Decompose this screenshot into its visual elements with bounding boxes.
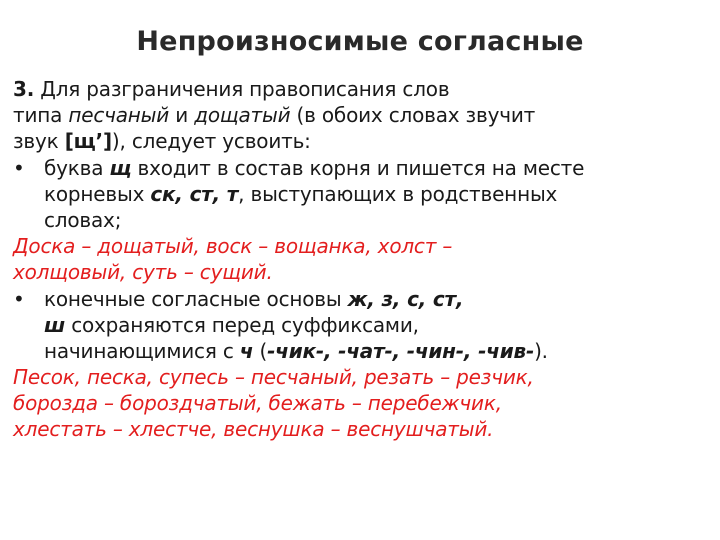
intro-text: Для разграничения правописания слов xyxy=(34,77,450,101)
bullet-icon: • xyxy=(13,286,25,311)
example-word: дощатый xyxy=(194,103,291,128)
rule-text: ). xyxy=(534,338,548,363)
intro-text: звук xyxy=(13,129,65,154)
rule-text: словах; xyxy=(44,207,122,232)
rule1-line-2 xyxy=(13,181,713,207)
rule-text: начинающимися с xyxy=(44,338,240,363)
intro-text: (в обоих словах звучит xyxy=(290,103,536,128)
rule-letter: щ xyxy=(109,155,132,180)
rule-letters: ск, ст, т xyxy=(150,181,239,206)
rule2-line-2 xyxy=(13,312,713,338)
slide-body xyxy=(13,76,713,443)
rule-letters: ж, з, с, ст, xyxy=(347,286,464,311)
rule-text: корневых xyxy=(44,181,151,206)
rule-text: сохраняются перед суффиксами, xyxy=(65,312,419,337)
intro-line-2 xyxy=(13,102,713,128)
rule-text: конечные согласные основы xyxy=(44,286,348,311)
examples2-line-1: Песок, песка, супесь – песчаный, резать – резчик, xyxy=(13,365,534,390)
rule1-line-1 xyxy=(13,155,713,181)
intro-text: ), следует усвоить: xyxy=(111,129,311,154)
examples2-line-2: борозда – бороздчатый, бежать – перебежчик, xyxy=(13,391,502,416)
intro-text: типа xyxy=(13,103,69,128)
rule2-line-3 xyxy=(13,338,713,364)
suffix-list: -чик-, -чат-, -чин-, -чив- xyxy=(267,338,535,363)
rule-letter: ч xyxy=(239,338,254,363)
rule-text: ( xyxy=(253,338,268,363)
bullet-icon: • xyxy=(13,155,25,180)
intro-text: и xyxy=(169,103,195,128)
example-word: песчаный xyxy=(68,103,170,128)
rule-text: , выступающих в родственных xyxy=(238,181,558,206)
examples1-line-1: Доска – дощатый, воск – вощанка, холст – xyxy=(13,234,453,259)
rule-text: буква xyxy=(44,155,110,180)
rule1-line-3 xyxy=(13,207,713,233)
examples2-line-3: хлестать – хлестче, веснушка – веснушчатый. xyxy=(13,417,494,442)
rule-letter: ш xyxy=(44,312,66,337)
intro-line-3 xyxy=(13,128,713,154)
rule-text: входит в состав корня и пишется на месте xyxy=(131,155,585,180)
sound-transcription: [щ’] xyxy=(64,129,112,154)
examples1-line-2: холщовый, суть – сущий. xyxy=(13,260,273,285)
intro-line-1 xyxy=(13,76,713,102)
rule-number: 3. xyxy=(13,77,35,101)
rule2-line-1 xyxy=(13,286,713,312)
slide-title: Непроизносимые согласные xyxy=(136,26,584,57)
